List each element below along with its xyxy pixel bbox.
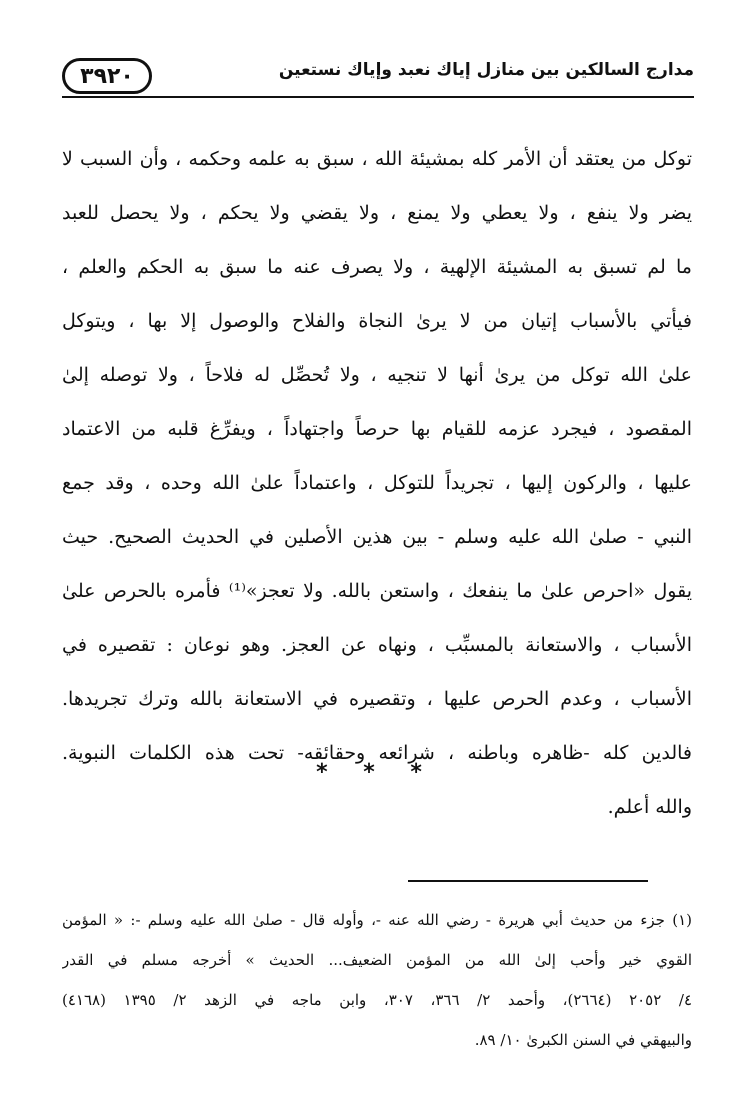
text-line: الأسباب ، والاستعانة بالمسبِّب ، ونهاه عن العجز. وهو نوعان : تقصيره في xyxy=(62,634,692,656)
text-line: علىٰ الله توكل من يرىٰ أنها لا تنجيه ، ولا تُحصِّل له فلاحاً ، ولا توصله إلىٰ xyxy=(62,364,692,386)
text-line: ما لم تسبق به المشيئة الإلهية ، ولا يصرف عنه ما سبق به الحكم والعلم ، xyxy=(62,256,692,278)
text-line: توكل من يعتقد أن الأمر كله بمشيئة الله ، سبق به علمه وحكمه ، وأن السبب لا xyxy=(62,148,692,170)
text-line: الأسباب ، وعدم الحرص عليها ، وتقصيره في الاستعانة بالله وترك تجريدها. xyxy=(62,688,692,710)
text-line: فالدين كله -ظاهره وباطنه ، شرائعه وحقائقه- تحت هذه الكلمات النبوية. xyxy=(62,742,692,764)
text-line: النبي - صلىٰ الله عليه وسلم - بين هذين الأصلين في الحديث الصحيح. حيث xyxy=(62,526,692,548)
footnote-line: القوي خير وأحب إلىٰ الله من المؤمن الضعيف... الحديث » أخرجه مسلم في القدر xyxy=(62,951,692,969)
body-text xyxy=(62,132,692,834)
running-title: مدارج السالكين بين منازل إياك نعبد وإياك نستعين xyxy=(278,60,694,80)
footnote-divider xyxy=(408,880,648,882)
footnote-line: والبيهقي في السنن الكبرىٰ ١٠/ ٨٩. xyxy=(474,1031,692,1049)
page-number: ٣٩٢٠ xyxy=(62,58,152,94)
text-line: والله أعلم. xyxy=(607,796,692,818)
page-header xyxy=(62,46,694,98)
footnotes xyxy=(62,900,692,1060)
footnote-line: ٤/ ٢٠٥٢ (٢٦٦٤)، وأحمد ٢/ ٣٦٦، ٣٠٧، وابن ماجه في الزهد ٢/ ١٣٩٥ (٤١٦٨) xyxy=(62,991,692,1009)
text-line: يضر ولا ينفع ، ولا يعطي ولا يمنع ، ولا يقضي ولا يحكم ، ولا يحصل للعبد xyxy=(62,202,692,224)
text-line: يقول «احرص علىٰ ما ينفعك ، واستعن بالله. ولا تعجز»⁽¹⁾ فأمره بالحرص علىٰ xyxy=(62,580,692,602)
text-line: المقصود ، فيجرد عزمه للقيام بها حرصاً واجتهاداً ، ويفرِّغ قلبه من الاعتماد xyxy=(62,418,692,440)
footnote-line: (١) جزء من حديث أبي هريرة - رضي الله عنه -، وأوله قال - صلىٰ الله عليه وسلم -: « المؤمن xyxy=(62,911,692,929)
section-separator: * * * xyxy=(316,760,436,785)
text-line: فيأتي بالأسباب إتيان من لا يرىٰ النجاة والفلاح والوصول إلا بها ، ويتوكل xyxy=(62,310,692,332)
text-line: عليها ، والركون إليها ، تجريداً للتوكل ، واعتماداً علىٰ الله وحده ، وقد جمع xyxy=(62,472,692,494)
